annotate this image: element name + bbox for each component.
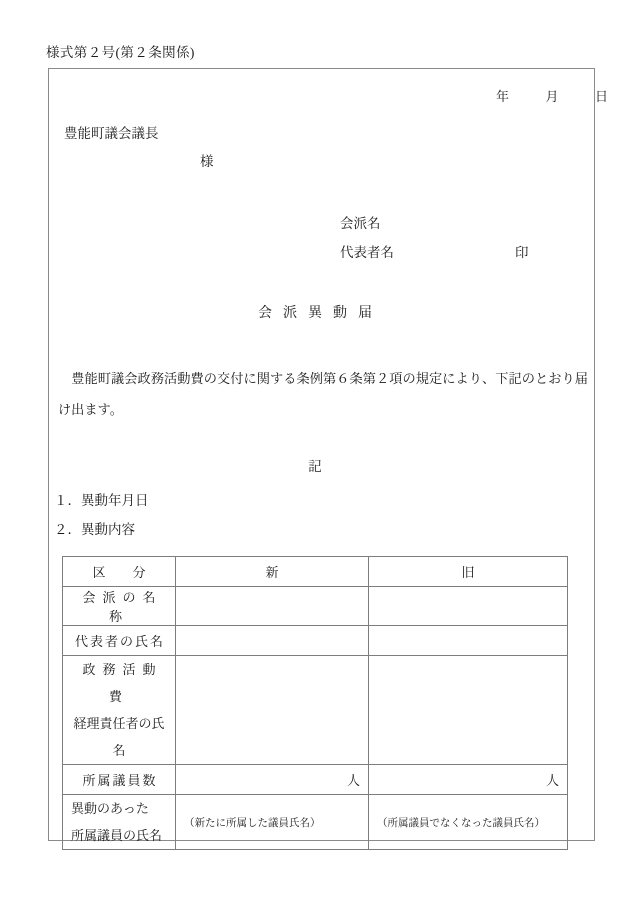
row-label-changed-members — [63, 795, 176, 850]
row-label-accounting-manager — [63, 656, 176, 765]
addressee-honorific: 様 — [200, 154, 214, 169]
row-new-member-count[interactable]: 人 — [176, 765, 369, 795]
row-new-accounting-manager[interactable] — [176, 656, 369, 765]
page-title: 会派異動届 — [258, 306, 383, 321]
form-number: 様式第２号(第２条関係) — [46, 45, 195, 60]
representative-name-label: 代表者名 — [340, 245, 394, 260]
row-new-changed-members[interactable] — [176, 795, 369, 850]
seal-mark: 印 — [515, 245, 529, 260]
body-paragraph: 豊能町議会政務活動費の交付に関する条例第６条第２項の規定により、下記のとおり届け出ます。 — [58, 371, 588, 417]
old-members-hint: （所属議員でなくなった議員氏名） — [377, 818, 545, 829]
ki-marker: 記 — [308, 459, 322, 474]
accounting-label-line1: 政務活動費 — [82, 662, 163, 704]
faction-name-label: 会派名 — [340, 216, 381, 231]
row-old-member-count[interactable]: 人 — [369, 765, 568, 795]
addressee: 豊能町議会議長 — [64, 126, 159, 141]
header-old: 旧 — [369, 557, 568, 587]
table-header-row — [63, 557, 568, 587]
sender-faction-row — [340, 212, 394, 241]
date-year: 年 — [495, 89, 509, 104]
new-members-hint: （新たに所属した議員氏名） — [184, 818, 321, 829]
row-new-faction-name[interactable] — [176, 587, 369, 626]
sender-representative-row — [340, 241, 529, 270]
row-label-representative-name: 代表者の氏名 — [63, 626, 176, 656]
header-category: 区 分 — [63, 557, 176, 587]
table-row — [63, 587, 568, 626]
header-new: 新 — [176, 557, 369, 587]
accounting-label-line2: 経理責任者の氏名 — [73, 716, 165, 758]
item-change-content: ２．異動内容 — [54, 522, 135, 537]
item-change-date: １．異動年月日 — [54, 493, 149, 508]
row-old-accounting-manager[interactable] — [369, 656, 568, 765]
date-month: 月 — [545, 89, 559, 104]
table-row — [63, 795, 568, 850]
row-label-member-count: 所属議員数 — [63, 765, 176, 795]
item-list — [54, 489, 149, 547]
row-old-changed-members[interactable] — [369, 795, 568, 850]
sender-block — [340, 212, 529, 270]
changed-members-label-line1: 異動のあった — [71, 801, 149, 816]
date-line — [496, 86, 608, 105]
changed-members-label-line2: 所属議員の氏名 — [71, 828, 163, 843]
row-label-faction-name: 会派の名称 — [63, 587, 176, 626]
row-old-representative-name[interactable] — [369, 626, 568, 656]
table-row — [63, 656, 568, 765]
table-row — [63, 626, 568, 656]
table-row — [63, 765, 568, 795]
row-new-representative-name[interactable] — [176, 626, 369, 656]
change-details-table — [62, 556, 568, 850]
row-old-faction-name[interactable] — [369, 587, 568, 626]
date-day: 日 — [594, 89, 608, 104]
